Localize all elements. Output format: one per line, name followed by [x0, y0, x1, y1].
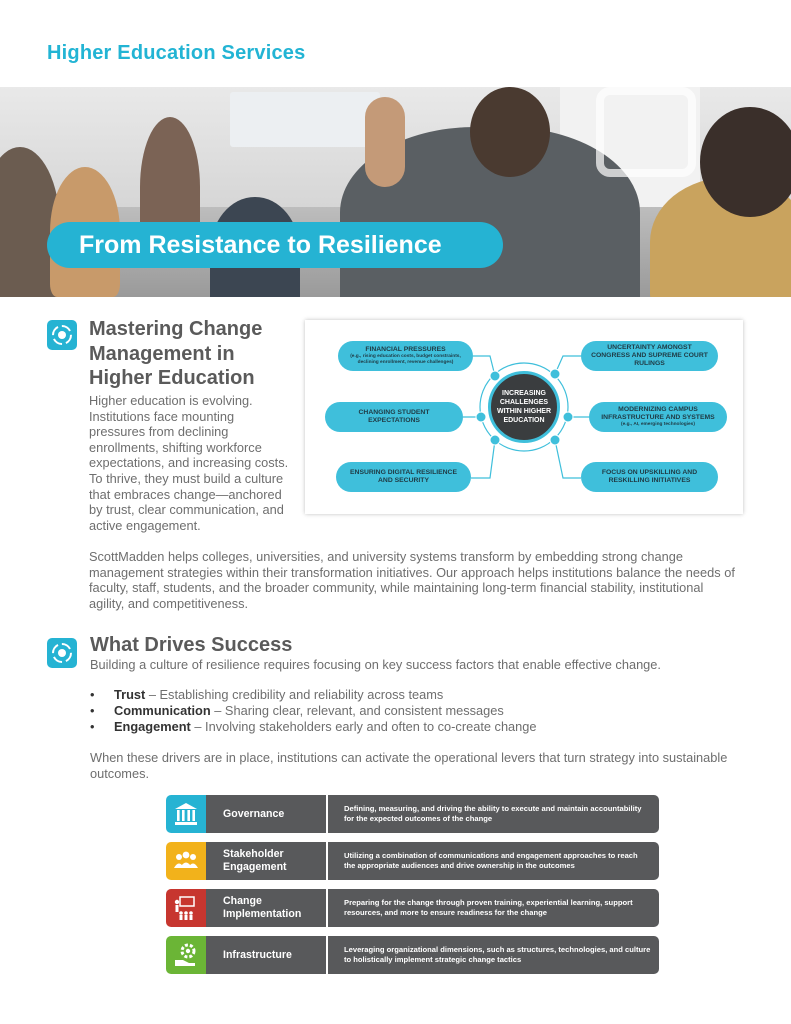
challenges-diagram — [305, 320, 743, 514]
hero-title: From Resistance to Resilience — [47, 222, 503, 268]
lever-description: Utilizing a combination of communications and engagement approaches to reach the appropriate audiences and drive ownership in the outcomes — [326, 842, 659, 880]
lever-stakeholder-engagement — [166, 842, 659, 880]
gear-cycle-icon — [47, 638, 77, 668]
lever-name: Change Implementation — [206, 889, 326, 927]
node-financial-pressures: FINANCIAL PRESSURES (e.g., rising education costs, budget constraints, declining enrollment, revenue challenges) — [338, 341, 473, 371]
gear-cycle-icon — [47, 320, 77, 350]
section2-closing: When these drivers are in place, institutions can activate the operational levers that turn strategy into sustainable outcomes. — [90, 750, 728, 781]
node-modernizing-campus: MODERNIZING CAMPUS INFRASTRUCTURE AND SYSTEMS (e.g., AI, emerging technologies) — [589, 402, 727, 432]
list-item: • Trust – Establishing credibility and reliability across teams — [90, 687, 537, 703]
presentation-icon — [166, 889, 206, 927]
lever-description: Preparing for the change through proven training, experiential learning, support resources, and more to ensure readiness for the change — [326, 889, 659, 927]
lever-description: Leveraging organizational dimensions, such as structures, technologies, and culture to holistically implement strategic change tactics — [326, 936, 659, 974]
lever-description: Defining, measuring, and driving the ability to execute and maintain accountability for the expected outcomes of the change — [326, 795, 659, 833]
node-uncertainty-congress: UNCERTAINTY AMONGST CONGRESS AND SUPREME COURT RULINGS — [581, 341, 718, 371]
node-changing-student-expectations: CHANGING STUDENT EXPECTATIONS — [325, 402, 463, 432]
lever-change-implementation — [166, 889, 659, 927]
people-group-icon — [166, 842, 206, 880]
lever-infrastructure — [166, 936, 659, 974]
section2-intro: Building a culture of resilience requires focusing on key success factors that enable effective change. — [90, 657, 661, 672]
hero-image — [0, 87, 791, 297]
section-title-mastering-change: Mastering Change Management in Higher Education — [89, 318, 263, 389]
list-item: • Communication – Sharing clear, relevant, and consistent messages — [90, 703, 537, 719]
institution-icon — [166, 795, 206, 833]
node-upskilling: FOCUS ON UPSKILLING AND RESKILLING INITIATIVES — [581, 462, 718, 492]
lever-name: Infrastructure — [206, 936, 326, 974]
lever-name: Governance — [206, 795, 326, 833]
section-paragraph: ScottMadden helps colleges, universities, and university systems transform by embedding strong change management strategies within their transformation initiatives. Our approach helps institutions balance the needs of faculty, staff, students, and the broader community, while maintaining long-term financial stability, institutional agility, and competitiveness. — [89, 549, 735, 611]
center-challenges: INCREASING CHALLENGES WITHIN HIGHER EDUCATION — [488, 371, 560, 443]
lever-name: Stakeholder Engagement — [206, 842, 326, 880]
success-factor-list — [90, 687, 537, 734]
gear-hand-icon — [166, 936, 206, 974]
node-digital-resilience: ENSURING DIGITAL RESILIENCE AND SECURITY — [336, 462, 471, 492]
section-intro: Higher education is evolving. Institutions face mounting pressures from declining enrollments, shifting workforce expectations, and increasing costs. To thrive, they must build a culture that embraces change—anchored by trust, clear communication, and active engagement. — [89, 393, 289, 533]
lever-governance — [166, 795, 659, 833]
list-item: • Engagement – Involving stakeholders early and often to co-create change — [90, 719, 537, 735]
section-title-what-drives-success: What Drives Success — [90, 634, 293, 656]
brand-title: Higher Education Services — [47, 42, 306, 64]
